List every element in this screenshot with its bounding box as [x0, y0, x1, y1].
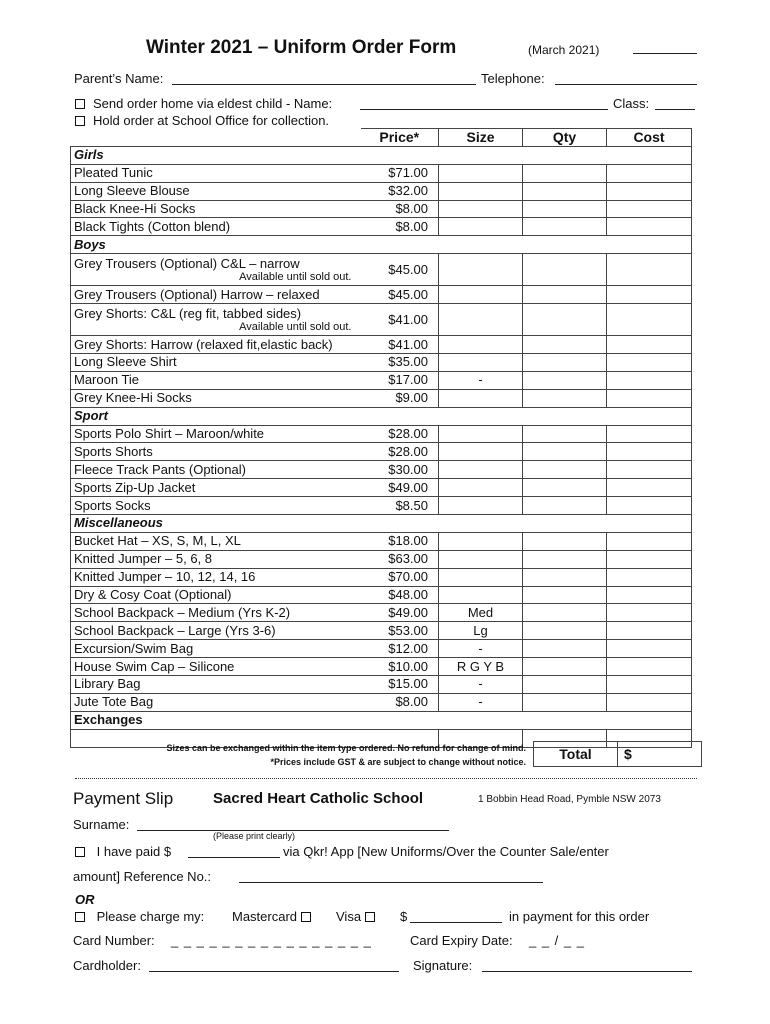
qty-cell[interactable]: [523, 586, 607, 604]
item-name: [71, 550, 361, 568]
size-cell[interactable]: [439, 532, 523, 550]
cost-cell[interactable]: [607, 200, 692, 218]
qty-cell[interactable]: [523, 425, 607, 443]
total-label: Total: [534, 742, 618, 766]
school-name: Sacred Heart Catholic School: [213, 790, 424, 807]
column-header-cost: Cost: [607, 129, 692, 147]
item-price: $9.00: [361, 389, 439, 407]
total-box: [533, 741, 702, 767]
item-price: $41.00: [361, 304, 439, 336]
school-address: 1 Bobbin Head Road, Pymble NSW 2073: [478, 794, 661, 805]
item-name: [71, 479, 361, 497]
parent-name-label: Parent’s Name:: [74, 71, 164, 86]
qty-cell[interactable]: [523, 336, 607, 354]
form-title: Winter 2021 – Uniform Order Form: [146, 37, 457, 58]
qty-cell[interactable]: [523, 164, 607, 182]
cut-line: [75, 778, 697, 779]
cost-cell[interactable]: [607, 443, 692, 461]
total-amount-field[interactable]: $: [624, 746, 632, 762]
cost-cell[interactable]: [607, 658, 692, 676]
item-price: $8.00: [361, 218, 439, 236]
item-price: $35.00: [361, 354, 439, 372]
telephone-label: Telephone:: [481, 71, 545, 86]
item-row: [71, 497, 692, 515]
item-row: [71, 568, 692, 586]
item-price: $48.00: [361, 586, 439, 604]
size-cell[interactable]: [439, 254, 523, 286]
paid-line: [75, 844, 171, 859]
qty-cell[interactable]: [523, 622, 607, 640]
size-cell[interactable]: [439, 461, 523, 479]
category-row: [71, 515, 692, 533]
item-name: [71, 200, 361, 218]
item-name: [71, 336, 361, 354]
item-row: [71, 550, 692, 568]
item-price: $8.00: [361, 693, 439, 711]
item-row: [71, 254, 692, 286]
item-name: [71, 254, 361, 286]
size-cell[interactable]: [439, 479, 523, 497]
qty-cell[interactable]: [523, 693, 607, 711]
cost-cell[interactable]: [607, 371, 692, 389]
category-heading: Miscellaneous: [71, 515, 692, 533]
item-label: Black Tights (Cotton blend): [74, 218, 231, 234]
in-payment-label: in payment for this order: [509, 909, 650, 924]
cost-cell[interactable]: [607, 354, 692, 372]
size-cell: -: [439, 640, 523, 658]
item-label: Knitted Jumper – 10, 12, 14, 16: [74, 569, 256, 585]
size-cell[interactable]: [439, 286, 523, 304]
item-row: [71, 586, 692, 604]
charge-line: [75, 909, 204, 924]
visa-checkbox[interactable]: [365, 912, 375, 922]
item-label: Fleece Track Pants (Optional): [74, 461, 246, 477]
class-field[interactable]: [655, 96, 695, 110]
item-label: Sports Socks: [74, 497, 151, 513]
qty-cell[interactable]: [523, 497, 607, 515]
visa-label: Visa: [336, 909, 362, 924]
item-name: [71, 676, 361, 694]
item-price: $49.00: [361, 604, 439, 622]
cost-cell[interactable]: [607, 640, 692, 658]
item-name: [71, 164, 361, 182]
hold-office-option[interactable]: [75, 113, 329, 128]
cost-cell[interactable]: [607, 336, 692, 354]
paid-amount-field[interactable]: [188, 844, 280, 858]
charge-checkbox[interactable]: [75, 912, 85, 922]
item-label: Sports Polo Shirt – Maroon/white: [74, 426, 265, 442]
size-cell: -: [439, 693, 523, 711]
item-name: [71, 497, 361, 515]
surname-label: Surname:: [73, 817, 130, 832]
item-name: [71, 658, 361, 676]
cost-cell[interactable]: [607, 479, 692, 497]
item-price: $49.00: [361, 479, 439, 497]
item-row: [71, 425, 692, 443]
item-price: $15.00: [361, 676, 439, 694]
qty-cell[interactable]: [523, 640, 607, 658]
item-name: [71, 443, 361, 461]
qty-cell[interactable]: [523, 354, 607, 372]
item-price: $28.00: [361, 425, 439, 443]
item-row: [71, 218, 692, 236]
item-row: [71, 286, 692, 304]
or-label: OR: [75, 892, 95, 907]
size-cell[interactable]: [439, 336, 523, 354]
size-cell: -: [439, 371, 523, 389]
telephone-field[interactable]: [555, 71, 697, 85]
charge-amount-field[interactable]: [410, 909, 502, 923]
send-home-label: Send order home via eldest child - Name:: [93, 96, 333, 111]
item-price: $41.00: [361, 336, 439, 354]
item-price: $10.00: [361, 658, 439, 676]
item-row: [71, 182, 692, 200]
qty-cell[interactable]: [523, 676, 607, 694]
category-heading: Girls: [71, 146, 692, 164]
item-label: Grey Trousers (Optional) Harrow – relaxed: [74, 286, 320, 302]
item-price: $70.00: [361, 568, 439, 586]
card-number-label: Card Number:: [73, 933, 155, 948]
item-name: [71, 532, 361, 550]
cost-cell[interactable]: [607, 254, 692, 286]
item-name: [71, 586, 361, 604]
item-row: [71, 336, 692, 354]
cost-cell[interactable]: [607, 389, 692, 407]
item-label: Grey Shorts: Harrow (relaxed fit,elastic back): [74, 336, 333, 352]
category-row: [71, 407, 692, 425]
column-header-qty: Qty: [523, 129, 607, 147]
cost-cell[interactable]: [607, 532, 692, 550]
size-cell[interactable]: [439, 354, 523, 372]
item-row: [71, 354, 692, 372]
category-row: [71, 146, 692, 164]
order-table: [70, 128, 692, 748]
cost-cell[interactable]: [607, 286, 692, 304]
size-cell[interactable]: [439, 425, 523, 443]
item-label: Pleated Tunic: [74, 165, 153, 181]
item-row: [71, 389, 692, 407]
item-label: Maroon Tie: [74, 372, 140, 388]
item-name: [71, 304, 361, 336]
item-row: [71, 371, 692, 389]
item-price: $53.00: [361, 622, 439, 640]
cost-cell[interactable]: [607, 568, 692, 586]
item-row: [71, 164, 692, 182]
category-row: [71, 236, 692, 254]
item-price: $17.00: [361, 371, 439, 389]
item-row: [71, 622, 692, 640]
size-cell[interactable]: [439, 389, 523, 407]
item-row: [71, 604, 692, 622]
item-row: [71, 461, 692, 479]
item-name: [71, 622, 361, 640]
qty-cell[interactable]: [523, 532, 607, 550]
form-header: [0, 37, 770, 61]
hold-office-label: Hold order at School Office for collection.: [93, 113, 330, 128]
item-label: Long Sleeve Blouse: [74, 183, 190, 199]
hold-office-checkbox[interactable]: [75, 116, 85, 126]
item-label: House Swim Cap – Silicone: [74, 658, 235, 674]
item-price: $18.00: [361, 532, 439, 550]
gst-note: *Prices include GST & are subject to change without notice.: [270, 757, 526, 767]
availability-note: Available until sold out.: [239, 270, 352, 283]
size-cell[interactable]: [439, 497, 523, 515]
mastercard-checkbox[interactable]: [301, 912, 311, 922]
item-price: $32.00: [361, 182, 439, 200]
item-price: $71.00: [361, 164, 439, 182]
item-row: [71, 532, 692, 550]
item-name: [71, 568, 361, 586]
cost-cell[interactable]: [607, 182, 692, 200]
item-price: $45.00: [361, 254, 439, 286]
paid-checkbox[interactable]: [75, 847, 85, 857]
surname-field[interactable]: [137, 817, 449, 831]
size-cell[interactable]: [439, 586, 523, 604]
qty-cell[interactable]: [523, 479, 607, 497]
item-row: [71, 443, 692, 461]
visa-option[interactable]: [336, 909, 383, 924]
cost-cell[interactable]: [607, 604, 692, 622]
item-price: $63.00: [361, 550, 439, 568]
item-row: [71, 693, 692, 711]
size-cell[interactable]: [439, 568, 523, 586]
cost-cell[interactable]: [607, 497, 692, 515]
cost-cell[interactable]: [607, 622, 692, 640]
signature-field[interactable]: [482, 958, 692, 972]
exchange-note: Sizes can be exchanged within the item type ordered. No refund for change of mind.: [166, 743, 526, 753]
qty-cell[interactable]: [523, 286, 607, 304]
qty-cell[interactable]: [523, 658, 607, 676]
exchanges-row: [71, 711, 692, 729]
item-name: [71, 461, 361, 479]
item-name: [71, 371, 361, 389]
eldest-child-name-field[interactable]: [360, 96, 608, 110]
size-cell: Lg: [439, 622, 523, 640]
amount-reference-label: amount] Reference No.:: [73, 869, 212, 884]
mastercard-option[interactable]: [232, 909, 319, 924]
size-cell: Med: [439, 604, 523, 622]
item-name: [71, 286, 361, 304]
item-name: [71, 354, 361, 372]
paid-prefix: I have paid $: [96, 844, 172, 859]
send-home-option[interactable]: [75, 96, 332, 111]
item-row: [71, 200, 692, 218]
reference-field[interactable]: [239, 869, 543, 883]
item-row: [71, 640, 692, 658]
item-name: [71, 604, 361, 622]
qty-cell[interactable]: [523, 550, 607, 568]
dollar-sign: $: [400, 909, 408, 924]
exchanges-heading: Exchanges: [71, 711, 692, 729]
cost-cell[interactable]: [607, 676, 692, 694]
payment-slip-title: Payment Slip: [73, 789, 174, 808]
item-row: [71, 676, 692, 694]
availability-note: Available until sold out.: [239, 320, 352, 333]
size-cell[interactable]: [439, 218, 523, 236]
item-name: [71, 389, 361, 407]
column-header-size: Size: [439, 129, 523, 147]
item-label: Sports Zip-Up Jacket: [74, 479, 196, 495]
item-row: [71, 658, 692, 676]
item-price: $8.00: [361, 200, 439, 218]
size-cell: R G Y B: [439, 658, 523, 676]
cost-cell[interactable]: [607, 304, 692, 336]
print-hint: (Please print clearly): [213, 831, 296, 841]
header-spacer: [71, 129, 361, 147]
cost-cell[interactable]: [607, 164, 692, 182]
qty-cell[interactable]: [523, 389, 607, 407]
header-blank-field[interactable]: [633, 40, 697, 54]
item-name: [71, 182, 361, 200]
expiry-label: Card Expiry Date:: [410, 933, 513, 948]
item-name: [71, 425, 361, 443]
item-label: Grey Shorts: C&L (reg fit, tabbed sides): [74, 305, 302, 321]
table-header-row: [71, 129, 692, 147]
qty-cell[interactable]: [523, 218, 607, 236]
expiry-field[interactable]: _ _ / _ _: [529, 933, 585, 948]
paid-suffix: via Qkr! App [New Uniforms/Over the Counter Sale/enter: [283, 844, 609, 859]
cost-cell[interactable]: [607, 461, 692, 479]
qty-cell[interactable]: [523, 443, 607, 461]
item-label: Long Sleeve Shirt: [74, 354, 177, 370]
item-label: Sports Shorts: [74, 443, 153, 459]
item-name: [71, 693, 361, 711]
cost-cell[interactable]: [607, 218, 692, 236]
signature-label: Signature:: [413, 958, 473, 973]
item-name: [71, 218, 361, 236]
qty-cell[interactable]: [523, 254, 607, 286]
qty-cell[interactable]: [523, 182, 607, 200]
item-row: [71, 304, 692, 336]
parent-name-field[interactable]: [172, 71, 476, 85]
category-heading: Sport: [71, 407, 692, 425]
qty-cell[interactable]: [523, 304, 607, 336]
cardholder-field[interactable]: [149, 958, 399, 972]
cardholder-label: Cardholder:: [73, 958, 141, 973]
qty-cell[interactable]: [523, 461, 607, 479]
item-label: Knitted Jumper – 5, 6, 8: [74, 551, 213, 567]
item-price: $8.50: [361, 497, 439, 515]
cost-cell[interactable]: [607, 425, 692, 443]
size-cell[interactable]: [439, 182, 523, 200]
charge-label: Please charge my:: [96, 909, 205, 924]
cost-cell[interactable]: [607, 586, 692, 604]
card-number-field[interactable]: _ _ _ _ _ _ _ _ _ _ _ _ _ _ _ _: [171, 933, 372, 948]
item-label: Dry & Cosy Coat (Optional): [74, 587, 232, 603]
qty-cell[interactable]: [523, 371, 607, 389]
item-row: [71, 479, 692, 497]
size-cell[interactable]: [439, 550, 523, 568]
item-label: Bucket Hat – XS, S, M, L, XL: [74, 533, 241, 549]
item-price: $12.00: [361, 640, 439, 658]
cost-cell[interactable]: [607, 693, 692, 711]
item-name: [71, 640, 361, 658]
qty-cell[interactable]: [523, 200, 607, 218]
size-cell: -: [439, 676, 523, 694]
qty-cell[interactable]: [523, 604, 607, 622]
size-cell[interactable]: [439, 304, 523, 336]
item-price: $30.00: [361, 461, 439, 479]
size-cell[interactable]: [439, 443, 523, 461]
class-label: Class:: [613, 96, 650, 111]
cost-cell[interactable]: [607, 550, 692, 568]
item-price: $45.00: [361, 286, 439, 304]
item-price: $28.00: [361, 443, 439, 461]
item-label: Black Knee-Hi Socks: [74, 201, 196, 216]
item-label: School Backpack – Large (Yrs 3-6): [74, 622, 276, 638]
size-cell[interactable]: [439, 200, 523, 218]
column-header-price: Price*: [361, 129, 439, 147]
send-home-checkbox[interactable]: [75, 99, 85, 109]
mastercard-label: Mastercard: [232, 909, 298, 924]
qty-cell[interactable]: [523, 568, 607, 586]
item-label: Excursion/Swim Bag: [74, 640, 194, 656]
item-label: Library Bag: [74, 676, 141, 692]
size-cell[interactable]: [439, 164, 523, 182]
item-label: Jute Tote Bag: [74, 694, 154, 710]
form-date: (March 2021): [528, 43, 600, 57]
item-label: Grey Trousers (Optional) C&L – narrow: [74, 255, 300, 271]
item-label: Grey Knee-Hi Socks: [74, 390, 192, 406]
category-heading: Boys: [71, 236, 692, 254]
item-label: School Backpack – Medium (Yrs K-2): [74, 604, 291, 620]
